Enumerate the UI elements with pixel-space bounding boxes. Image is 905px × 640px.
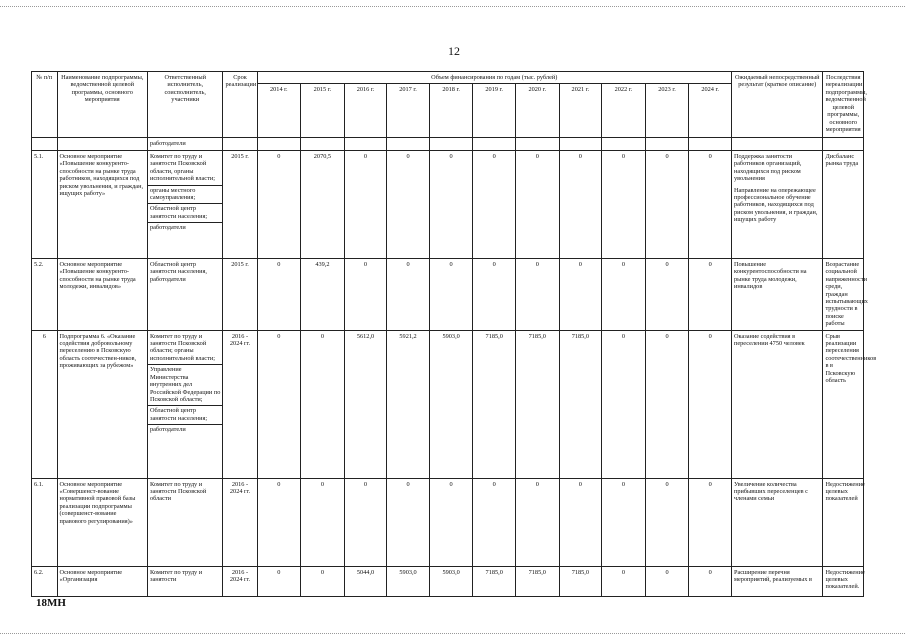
row-value: 0 xyxy=(429,258,473,330)
row-value: 7185,0 xyxy=(473,330,516,478)
table-row xyxy=(32,150,864,258)
row-value: 0 xyxy=(301,478,345,566)
row-value: 0 xyxy=(473,258,516,330)
row-value: 5612,0 xyxy=(344,330,387,478)
header-year: 2018 г. xyxy=(429,84,473,138)
row-value: 0 xyxy=(257,258,301,330)
row-value: 0 xyxy=(473,150,516,258)
row-value: 0 xyxy=(387,150,430,258)
row-value: 0 xyxy=(559,258,602,330)
continuation-text: работодатели xyxy=(147,138,223,150)
row-value: 0 xyxy=(473,478,516,566)
resp-line: Областной центр занятости населения; xyxy=(148,405,223,422)
row-num: 6.2. xyxy=(32,566,58,596)
row-value: 0 xyxy=(602,478,646,566)
row-value: 0 xyxy=(602,566,646,596)
header-year: 2014 г. xyxy=(257,84,301,138)
row-consequence: Недостижение целевых показателей xyxy=(823,478,864,566)
row-value: 0 xyxy=(689,258,732,330)
row-result: Оказание содействия в переселении 4750 человек xyxy=(731,330,822,478)
row-term: 2015 г. xyxy=(223,150,257,258)
row-value: 5903,0 xyxy=(429,330,473,478)
row-value: 7185,0 xyxy=(473,566,516,596)
row-value: 0 xyxy=(689,478,732,566)
row-name: Основное мероприятие «Совершенст-вование нормативной правовой базы реализации подпрограммы (совершенст-вование правового регулирования)» xyxy=(57,478,147,566)
resp-line: Комитет по труду и занятости Псковской области, органы исполнительной власти; xyxy=(149,152,215,183)
row-value: 0 xyxy=(559,478,602,566)
row-responsible: Комитет по труду и занятости Псковской области xyxy=(147,478,223,566)
row-value: 0 xyxy=(645,478,689,566)
row-value: 0 xyxy=(344,478,387,566)
row-value: 2070,5 xyxy=(301,150,345,258)
row-term: 2015 г. xyxy=(223,258,257,330)
resp-line: работодатели xyxy=(148,424,223,433)
row-value: 0 xyxy=(387,258,430,330)
program-table xyxy=(31,71,877,597)
row-value: 439,2 xyxy=(301,258,345,330)
header-year: 2022 г. xyxy=(602,84,646,138)
row-value: 0 xyxy=(344,150,387,258)
header-num: № п/п xyxy=(32,72,58,138)
row-result xyxy=(731,150,822,258)
row-value: 0 xyxy=(429,478,473,566)
row-num: 5.2. xyxy=(32,258,58,330)
header-year: 2016 г. xyxy=(344,84,387,138)
scan-edge-top xyxy=(0,6,905,7)
row-value: 0 xyxy=(429,150,473,258)
header-year: 2023 г. xyxy=(645,84,689,138)
header-result: Ожидаемый непосредственный результат (краткое описание) xyxy=(731,72,822,138)
row-value: 0 xyxy=(645,330,689,478)
row-value: 0 xyxy=(515,258,559,330)
result-line: Поддержка занятости работников организаций, находящихся под риском увольнения xyxy=(733,152,802,183)
row-num: 5.1. xyxy=(32,150,58,258)
row-value: 0 xyxy=(689,150,732,258)
header-year: 2015 г. xyxy=(301,84,345,138)
row-value: 0 xyxy=(602,258,646,330)
row-value: 7185,0 xyxy=(515,330,559,478)
resp-line: органы местного самоуправления; xyxy=(148,185,223,202)
table-row xyxy=(32,330,864,478)
header-responsible: Ответственный исполнитель, соисполнитель, участники xyxy=(147,72,223,138)
row-consequence: Срыв реализации переселения соотечественников в в Псковскую область xyxy=(823,330,864,478)
row-value: 0 xyxy=(387,478,430,566)
row-name: Основное мероприятие «Организация xyxy=(57,566,147,596)
resp-line: Комитет по труду и занятости Псковской области; органы исполнительной власти; xyxy=(149,332,215,362)
row-value: 7185,0 xyxy=(515,566,559,596)
resp-line: Управление Министерства внутренних дел Российской Федерации по Псковской области; xyxy=(148,364,223,403)
row-value: 7185,0 xyxy=(559,566,602,596)
header-consequences: Последствия нереализации подпрограммы, ведомственной целевой программы, основного мероприятия xyxy=(823,72,864,138)
page-number: 12 xyxy=(448,44,460,58)
row-responsible xyxy=(147,330,223,478)
row-result: Повышение конкурентоспособности на рынке труда молодежи, инвалидов xyxy=(731,258,822,330)
header-year: 2019 г. xyxy=(473,84,516,138)
footer-mark: 18МН xyxy=(36,597,66,609)
row-responsible xyxy=(147,150,223,258)
row-result: Увеличение количества прибывших переселенцев с членами семьи xyxy=(731,478,822,566)
row-term: 2016 - 2024 гг. xyxy=(223,330,257,478)
row-value: 0 xyxy=(257,330,301,478)
header-name: Наименование подпрограммы, ведомственной целевой программы, основного мероприятия xyxy=(57,72,147,138)
row-num: 6.1. xyxy=(32,478,58,566)
row-value: 5921,2 xyxy=(387,330,430,478)
continuation-row xyxy=(32,138,864,150)
row-value: 5903,0 xyxy=(429,566,473,596)
row-name: Подпрограмма 6. «Оказание содействия добровольному переселению в Псковскую область соотечествен-ников, проживающих за рубежом» xyxy=(57,330,147,478)
resp-line: работодатели xyxy=(148,222,223,231)
row-consequence: Дисбаланс рынка труда xyxy=(823,150,864,258)
header-funding: Объем финансирования по годам (тыс. рублей) xyxy=(257,72,731,84)
header-term: Срок реализации xyxy=(223,72,257,138)
row-value: 5903,0 xyxy=(387,566,430,596)
row-term: 2016 - 2024 гг. xyxy=(223,566,257,596)
row-name: Основное мероприятие «Повышение конкуренто-способности на рынке труда молодежи, инвалидов» xyxy=(57,258,147,330)
row-value: 0 xyxy=(602,150,646,258)
row-value: 0 xyxy=(257,566,301,596)
header-year: 2024 г. xyxy=(689,84,732,138)
row-value: 0 xyxy=(689,566,732,596)
table-row xyxy=(32,566,864,596)
scan-edge-bottom xyxy=(0,633,905,634)
table-row xyxy=(32,258,864,330)
row-consequence: Недостижение целевых показателей. xyxy=(823,566,864,596)
row-name: Основное мероприятие «Повышение конкуренто-способности на рынке труда работников, находящихся под риском увольнения, и граждан, ищущих работу» xyxy=(57,150,147,258)
row-value: 0 xyxy=(301,330,345,478)
row-value: 0 xyxy=(257,478,301,566)
row-value: 0 xyxy=(301,566,345,596)
row-value: 0 xyxy=(645,150,689,258)
row-term: 2016 - 2024 гг. xyxy=(223,478,257,566)
row-value: 5044,0 xyxy=(344,566,387,596)
row-value: 0 xyxy=(344,258,387,330)
row-value: 0 xyxy=(515,478,559,566)
row-value: 0 xyxy=(515,150,559,258)
resp-line: Областной центр занятости населения; xyxy=(148,203,223,220)
header-year: 2017 г. xyxy=(387,84,430,138)
row-value: 0 xyxy=(257,150,301,258)
result-line: Направление на опережающее профессиональное обучение работников, находящихся под риском увольнения, и граждан, ищущих работу xyxy=(733,186,818,224)
table-row xyxy=(32,478,864,566)
row-value: 0 xyxy=(602,330,646,478)
row-consequence: Возрастание социальной напряженности среди, граждан испытывающих трудности в поиске работы xyxy=(823,258,864,330)
row-value: 7185,0 xyxy=(559,330,602,478)
row-value: 0 xyxy=(645,258,689,330)
header-year: 2021 г. xyxy=(559,84,602,138)
row-num: 6 xyxy=(32,330,58,478)
row-result: Расширение перечня мероприятий, реализуемых в xyxy=(731,566,822,596)
row-value: 0 xyxy=(645,566,689,596)
row-responsible: Комитет по труду и занятости xyxy=(147,566,223,596)
header-year: 2020 г. xyxy=(515,84,559,138)
row-value: 0 xyxy=(689,330,732,478)
row-value: 0 xyxy=(559,150,602,258)
row-responsible: Областной центр занятости населения, работодатели xyxy=(147,258,223,330)
